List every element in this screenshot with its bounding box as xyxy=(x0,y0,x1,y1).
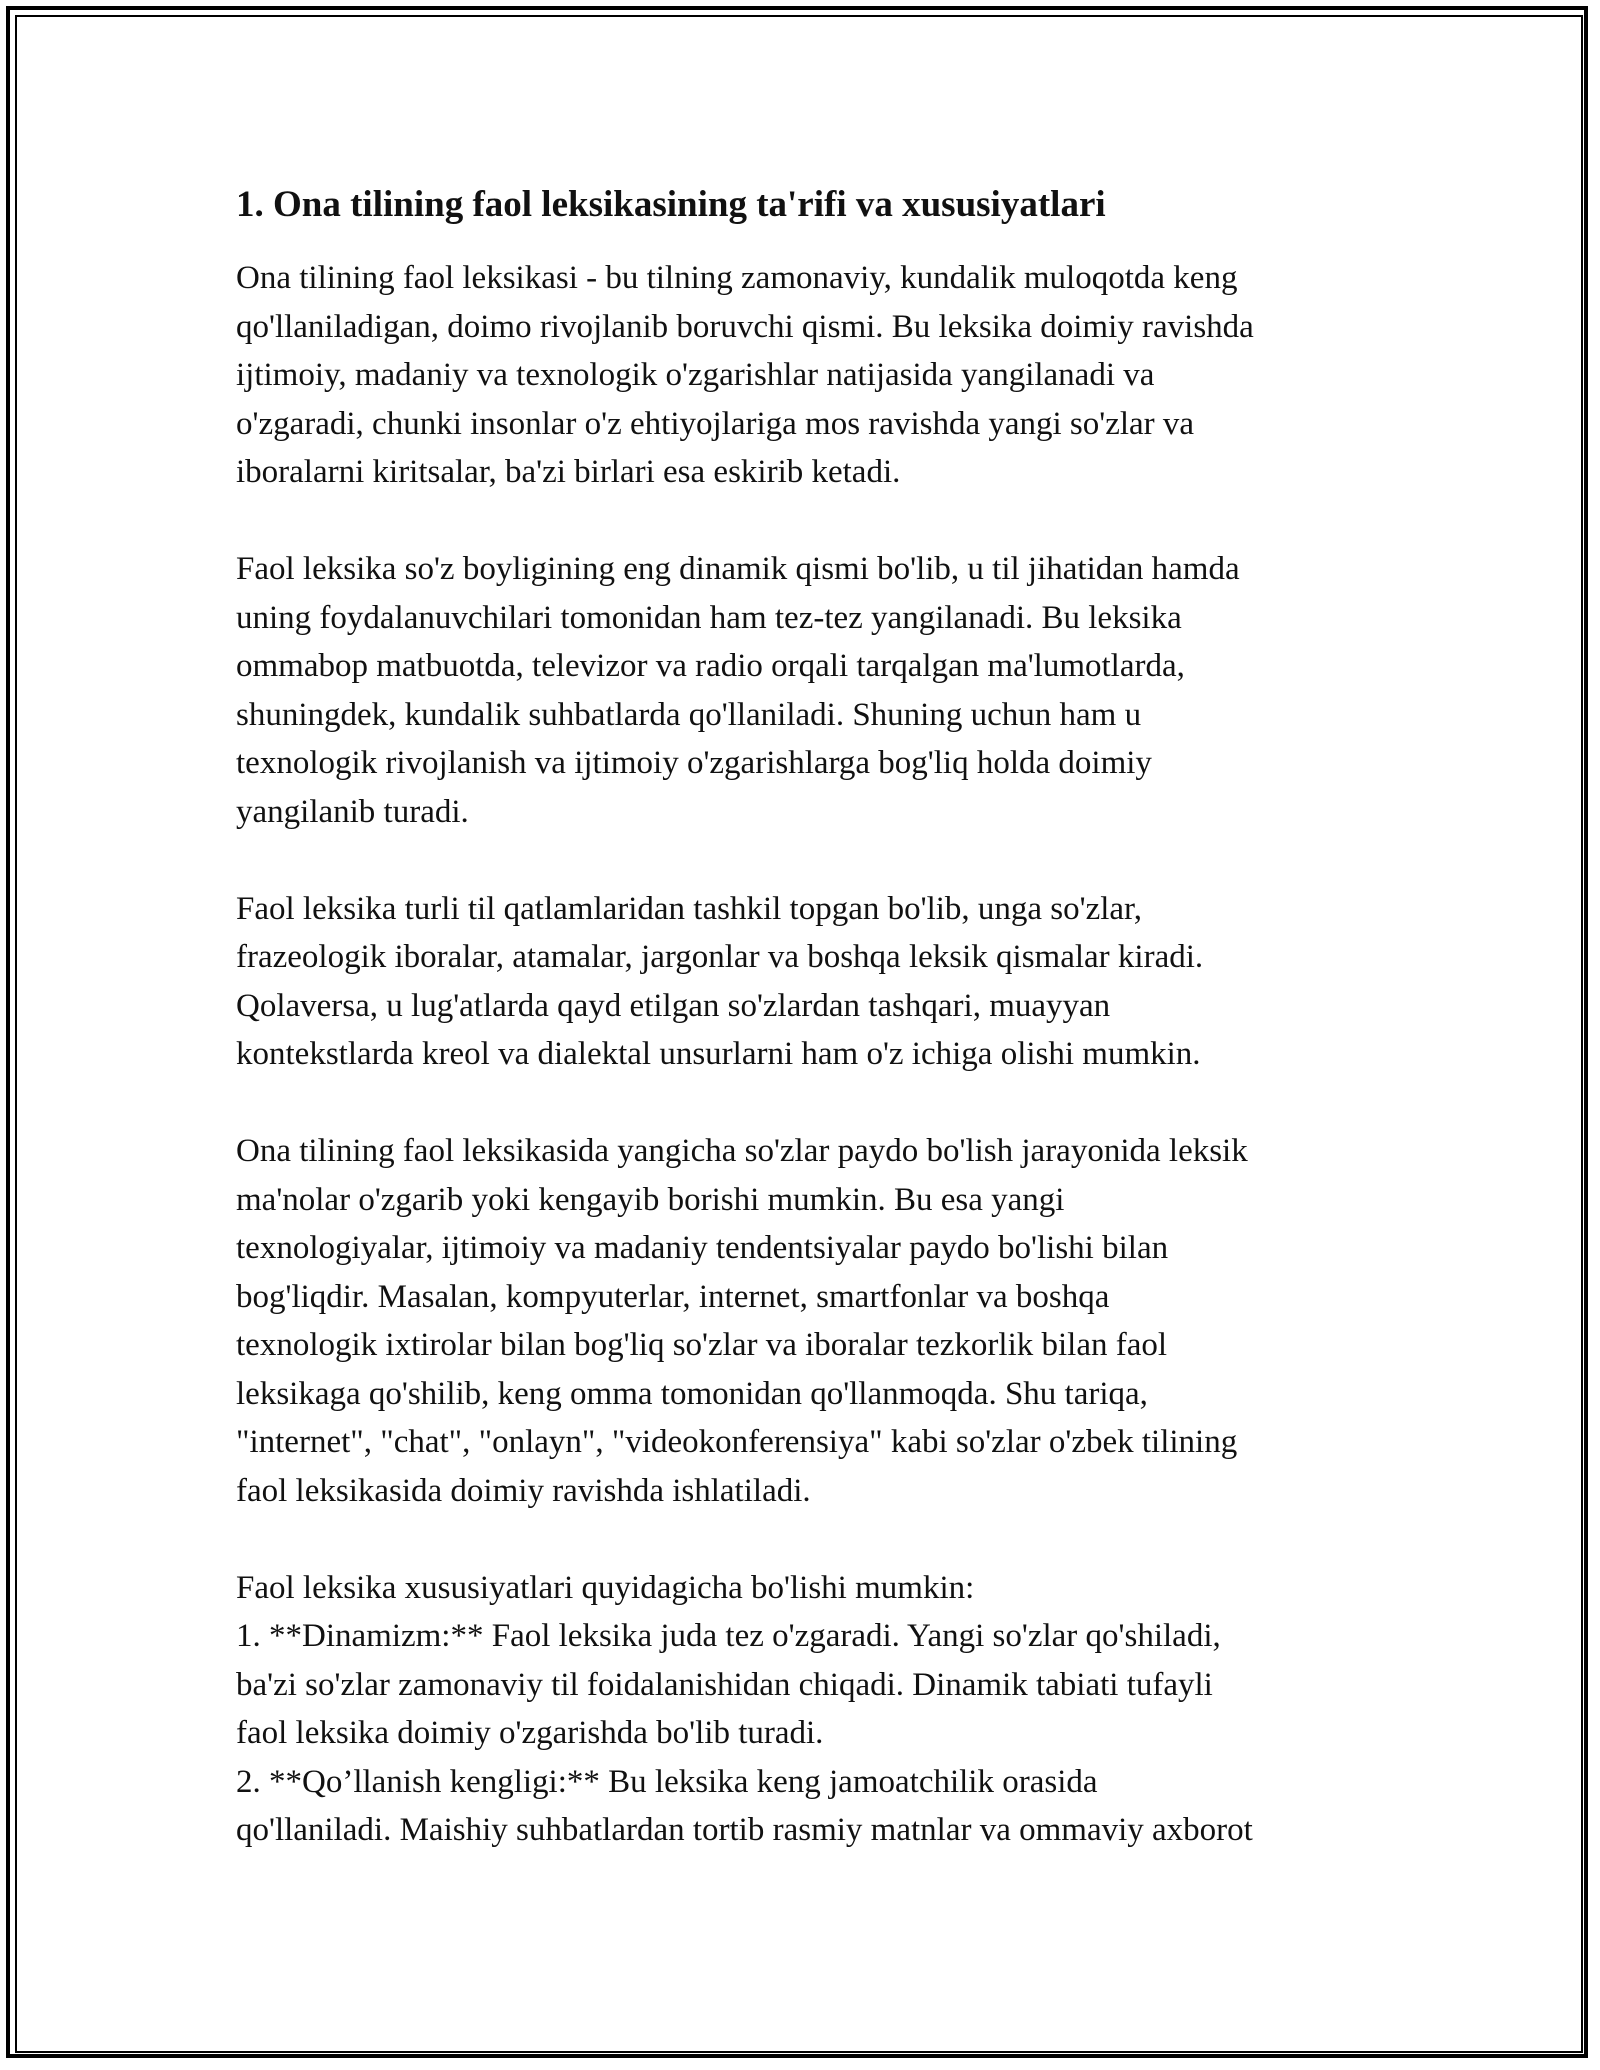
paragraph-dynamics: Faol leksika so'z boyligining eng dinamik qismi bo'lib, u til jihatidan hamda uning foydalanuvchilari tomonidan ham tez-tez yangilanadi. Bu leksika ommabop matbuotda, televizor va radio orqali tarqalgan ma'lumotlarda, shuningdek, kundalik suhbatlarda qo'llaniladi. Shuning uchun ham u texnologik rivojlanish va ijtimoiy o'zgarishlarga bog'liq holda doimiy yangilanib turadi. xyxy=(236,551,1240,830)
paragraph-features-list: Faol leksika xususiyatlari quyidagicha bo'lishi mumkin: 1. **Dinamizm:** Faol leksika juda tez o'zgaradi. Yangi so'zlar qo'shiladi, ba'zi so'zlar zamonaviy til foidalanishidan chiqadi. Dinamik tabiati tufayli faol leksika doimiy o'zgarishda bo'lib turadi. 2. **Qo’llanish kengligi:** Bu leksika keng jamoatchilik orasida qo'llaniladi. Maishiy suhbatlardan tortib rasmiy matnlar va ommaviy axborot xyxy=(236,1569,1253,1848)
paragraph-new-words: Ona tilining faol leksikasida yangicha so'zlar paydo bo'lish jarayonida leksik ma'nolar o'zgarib yoki kengayib borishi mumkin. Bu esa yangi texnologiyalar, ijtimoiy va madaniy tendentsiyalar paydo bo'lishi bilan bog'liqdir. Masalan, kompyuterlar, internet, smartfonlar va boshqa texnologik ixtirolar bilan bog'liq so'zlar va iboralar tezkorlik bilan faol leksikaga qo'shilib, keng omma tomonidan qo'llanmoqda. Shu tariqa, "internet", "chat", "onlayn", "videokonferensiya" kabi so'zlar o'zbek tilining faol leksikasida doimiy ravishda ishlatiladi. xyxy=(236,1133,1248,1509)
section-heading: 1. Ona tilining faol leksikasining ta'rifi va xususiyatlari xyxy=(236,184,1106,225)
paragraph-definition: Ona tilining faol leksikasi - bu tilning zamonaviy, kundalik muloqotda keng qo'llaniladigan, doimo rivojlanib boruvchi qismi. Bu leksika doimiy ravishda ijtimoiy, madaniy va texnologik o'zgarishlar natijasida yangilanadi va o'zgaradi, chunki insonlar o'z ehtiyojlariga mos ravishda yangi so'zlar va iboralarni kiritsalar, ba'zi birlari esa eskirib ketadi. xyxy=(236,260,1254,490)
document-body xyxy=(236,182,1376,1855)
paragraph-layers: Faol leksika turli til qatlamlaridan tashkil topgan bo'lib, unga so'zlar, frazeologik iboralar, atamalar, jargonlar va boshqa leksik qismalar kiradi. Qolaversa, u lug'atlarda qayd etilgan so'zlardan tashqari, muayyan kontekstlarda kreol va dialektal unsurlarni ham o'z ichiga olishi mumkin. xyxy=(236,890,1204,1072)
